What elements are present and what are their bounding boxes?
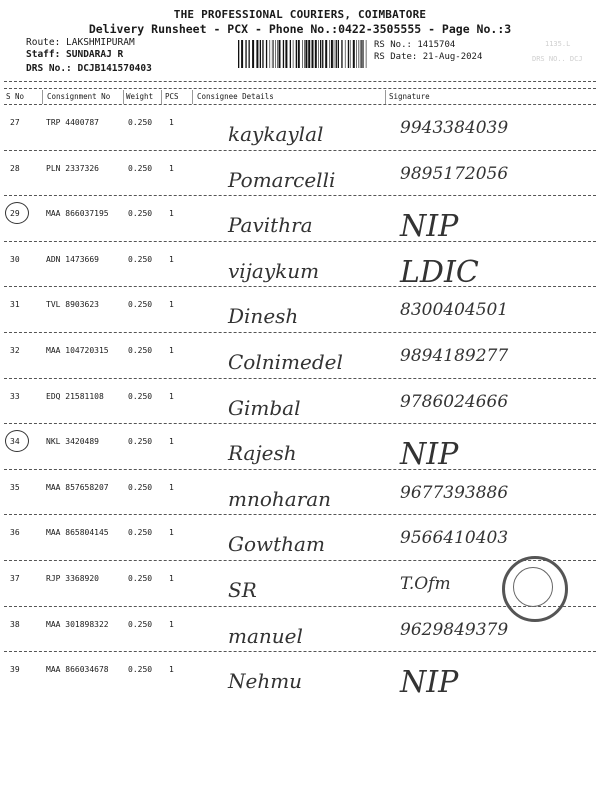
row-divider <box>4 195 596 196</box>
cell-consignment: ADN 1473669 <box>46 254 99 264</box>
col-separator <box>161 90 162 104</box>
handwritten-signature: 9677393886 <box>400 482 509 503</box>
cell-sno: 33 <box>10 391 20 401</box>
handwritten-consignee: Nehmu <box>228 669 303 694</box>
cell-weight: 0.250 <box>128 163 153 173</box>
cell-pcs: 1 <box>169 619 174 629</box>
row-divider <box>4 332 596 333</box>
cell-consignment: MAA 866037195 <box>46 209 109 219</box>
col-header-consignment: Consignment No <box>47 92 111 101</box>
cell-weight: 0.250 <box>128 574 153 583</box>
cell-sno: 37 <box>10 574 20 583</box>
cell-sno: 29 <box>10 209 20 219</box>
cell-pcs: 1 <box>169 391 174 401</box>
cell-consignment: NKL 3420489 <box>46 437 99 447</box>
handwritten-signature: 9629849379 <box>400 619 509 640</box>
col-separator <box>42 90 43 104</box>
col-header-consignee: Consignee Details <box>197 92 274 101</box>
row-divider <box>4 514 596 515</box>
barcode-image <box>238 40 368 68</box>
cell-pcs: 1 <box>169 528 174 538</box>
row-divider <box>4 423 596 424</box>
divider <box>4 88 596 89</box>
handwritten-consignee: Colnimedel <box>228 350 343 374</box>
cell-weight: 0.250 <box>128 118 153 127</box>
handwritten-consignee: Gimbal <box>228 395 301 420</box>
cell-pcs: 1 <box>169 665 174 675</box>
cell-sno: 27 <box>10 118 20 127</box>
cell-sno: 39 <box>10 665 20 675</box>
cell-weight: 0.250 <box>128 254 153 264</box>
drs-number: DRS No.: DCJB141570403 <box>26 63 152 74</box>
cell-pcs: 1 <box>169 118 174 127</box>
handwritten-signature: 8300404501 <box>400 300 509 321</box>
faint-bleed-text: DRS NO.. DCJ <box>532 55 583 63</box>
cell-consignment: EDQ 21581108 <box>46 391 104 401</box>
cell-weight: 0.250 <box>128 346 153 355</box>
cell-sno: 34 <box>10 437 20 447</box>
cell-weight: 0.250 <box>128 482 153 492</box>
row-divider <box>4 378 596 379</box>
row-divider <box>4 150 596 151</box>
cell-sno: 36 <box>10 528 20 538</box>
cell-sno: 31 <box>10 300 20 310</box>
staff-label: Staff: SUNDARAJ R <box>26 49 124 60</box>
rs-number: RS No.: 1415704 <box>374 40 456 50</box>
handwritten-circle-mark <box>5 202 29 224</box>
handwritten-signature: 9895172056 <box>400 163 509 184</box>
col-header-signature: Signature <box>389 92 430 101</box>
handwritten-consignee: Pavithra <box>228 213 313 238</box>
cell-weight: 0.250 <box>128 209 153 219</box>
cell-weight: 0.250 <box>128 619 153 629</box>
handwritten-consignee: kaykaylal <box>228 122 324 146</box>
cell-consignment: MAA 857658207 <box>46 482 109 492</box>
col-separator <box>385 90 386 104</box>
company-stamp <box>502 556 568 622</box>
handwritten-consignee: Dinesh <box>228 304 299 329</box>
cell-sno: 28 <box>10 163 20 173</box>
row-divider <box>4 241 596 242</box>
handwritten-consignee: Pomarcelli <box>228 167 336 192</box>
col-header-pcs: PCS <box>165 92 179 101</box>
handwritten-consignee: Gowtham <box>228 532 325 557</box>
rs-date: RS Date: 21-Aug-2024 <box>374 52 483 62</box>
handwritten-signature: 9786024666 <box>400 391 509 412</box>
row-divider <box>4 560 596 561</box>
cell-consignment: MAA 866034678 <box>46 665 109 675</box>
cell-consignment: PLN 2337326 <box>46 163 99 173</box>
handwritten-signature: 9894189277 <box>400 346 509 366</box>
handwritten-signature: 9943384039 <box>400 118 509 138</box>
route-label: Route: LAKSHMIPURAM <box>26 37 135 48</box>
handwritten-circle-mark <box>5 430 29 452</box>
cell-consignment: TRP 4400787 <box>46 118 99 127</box>
cell-weight: 0.250 <box>128 300 153 310</box>
handwritten-signature: NIP <box>400 665 459 701</box>
cell-pcs: 1 <box>169 300 174 310</box>
handwritten-consignee: vijaykum <box>228 258 320 283</box>
cell-sno: 32 <box>10 346 20 355</box>
cell-sno: 35 <box>10 482 20 492</box>
handwritten-signature: 9566410403 <box>400 528 509 549</box>
cell-pcs: 1 <box>169 574 174 583</box>
row-divider <box>4 651 596 652</box>
row-divider <box>4 469 596 470</box>
col-header-sno: S No <box>6 92 25 101</box>
cell-sno: 38 <box>10 619 20 629</box>
row-divider <box>4 286 596 287</box>
handwritten-signature: NIP <box>400 437 459 473</box>
company-title: THE PROFESSIONAL COURIERS, COIMBATORE <box>173 8 427 21</box>
cell-sno: 30 <box>10 254 20 264</box>
cell-consignment: RJP 3368920 <box>46 574 99 583</box>
cell-pcs: 1 <box>169 482 174 492</box>
cell-weight: 0.250 <box>128 528 153 538</box>
cell-pcs: 1 <box>169 254 174 264</box>
cell-consignment: MAA 104720315 <box>46 346 109 355</box>
runsheet-subtitle: Delivery Runsheet - PCX - Phone No.:0422-3505555 - Page No.:3 <box>88 22 512 36</box>
handwritten-consignee: SR <box>228 578 257 602</box>
cell-pcs: 1 <box>169 437 174 447</box>
divider <box>4 104 596 105</box>
col-separator <box>123 90 124 104</box>
handwritten-signature: NIP <box>400 209 459 245</box>
handwritten-signature: LDIC <box>400 254 479 290</box>
col-header-weight: Weight <box>126 92 154 101</box>
cell-consignment: TVL 8903623 <box>46 300 99 310</box>
cell-weight: 0.250 <box>128 391 153 401</box>
cell-pcs: 1 <box>169 209 174 219</box>
divider <box>4 81 596 82</box>
cell-consignment: MAA 301898322 <box>46 619 109 629</box>
cell-weight: 0.250 <box>128 665 153 675</box>
cell-pcs: 1 <box>169 346 174 355</box>
cell-weight: 0.250 <box>128 437 153 447</box>
handwritten-consignee: manuel <box>228 623 303 648</box>
faint-bleed-text: 1135.L <box>545 40 571 48</box>
handwritten-consignee: mnoharan <box>228 486 332 511</box>
handwritten-consignee: Rajesh <box>228 441 297 466</box>
cell-consignment: MAA 865804145 <box>46 528 109 538</box>
col-separator <box>192 90 193 104</box>
cell-pcs: 1 <box>169 163 174 173</box>
handwritten-signature: T.Ofm <box>400 574 451 594</box>
